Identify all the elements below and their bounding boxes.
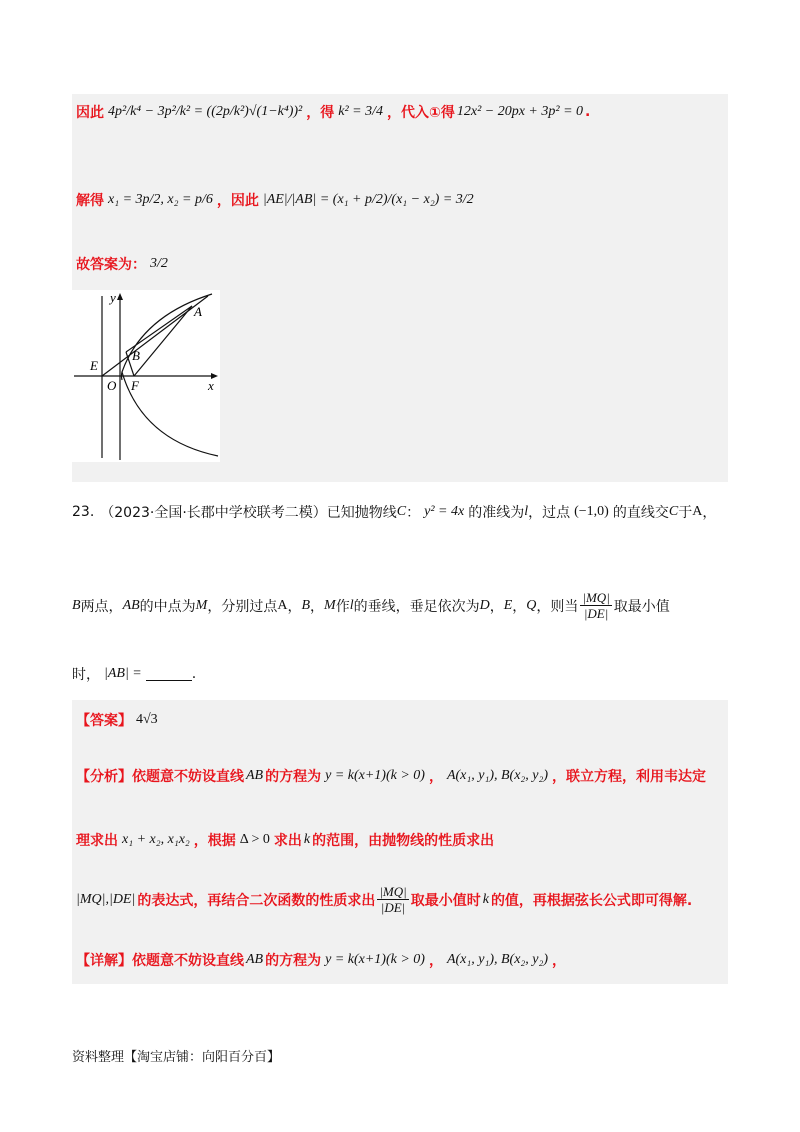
text: A — [277, 597, 288, 613]
text: AB — [246, 952, 264, 967]
text: ： — [406, 505, 421, 521]
text: ， — [702, 505, 717, 521]
solution-line-2 — [76, 190, 478, 210]
discriminant: Δ > 0 — [239, 832, 270, 847]
text: 的方程为 — [265, 769, 322, 785]
text: 理求出 — [76, 833, 118, 849]
label-e: E — [90, 358, 98, 373]
solution-line-1 — [76, 102, 590, 122]
text: Q — [526, 597, 537, 613]
text: 的垂线，垂足依次为 — [353, 598, 480, 615]
text: |DE| — [380, 900, 406, 915]
line-equation: y = k(x+1)(k > 0) — [325, 952, 425, 967]
points: A(x₁, y₁), B(x₂, y₂) — [446, 768, 549, 783]
analysis-label: 【分析】 — [76, 769, 132, 785]
analysis-fraction — [377, 884, 408, 915]
text: ， — [428, 953, 443, 969]
final-answer: 3/2 — [150, 256, 168, 271]
text: ，分别过点 — [207, 598, 278, 615]
text: ，代入①得 — [387, 105, 455, 121]
ab-length: |AB| = — [104, 666, 142, 681]
parabola-figure — [72, 290, 220, 462]
text: ， — [552, 953, 567, 969]
text: 的准线为 — [468, 505, 525, 521]
text: M — [195, 597, 208, 613]
text: ，根据 — [193, 833, 236, 849]
text: 的值，再根据弦长公式即可得解. — [490, 892, 693, 909]
text: ， — [428, 769, 443, 785]
text: l — [349, 597, 354, 613]
text: E — [503, 597, 513, 613]
label-o: O — [107, 378, 117, 393]
text: A — [692, 504, 703, 519]
analysis-line-3 — [76, 884, 692, 915]
label-b: B — [132, 348, 140, 363]
mq-over-de — [580, 590, 611, 621]
text: |MQ| — [379, 884, 407, 899]
text: 的范围，由抛物线的性质求出 — [312, 833, 495, 849]
mq-de: |MQ|,|DE| — [76, 891, 136, 907]
parabola-equation: y² = 4x — [424, 504, 465, 519]
line-equation: y = k(x+1)(k > 0) — [325, 768, 425, 783]
text: B — [72, 597, 81, 613]
analysis-line-2 — [76, 830, 494, 850]
text: 两点， — [80, 598, 123, 615]
solution-line-3 — [76, 254, 168, 274]
text: 的直线交 — [612, 505, 669, 521]
text: ，得 — [306, 105, 335, 121]
text: 求出 — [273, 833, 302, 849]
label-a: A — [194, 304, 202, 319]
question-number: 23. — [72, 504, 95, 520]
text: 于 — [678, 505, 693, 521]
text: ， — [287, 598, 302, 615]
text: 故答案为： — [76, 257, 146, 273]
text: k — [303, 832, 311, 847]
question-line-1 — [72, 502, 716, 522]
text: ， — [512, 598, 527, 615]
text: 的中点为 — [139, 598, 196, 615]
text: M — [324, 597, 336, 613]
question-line-2 — [72, 590, 670, 621]
equation-1: 4p²/k⁴ − 3p²/k² = ((2p/k²)√(1−k⁴))² — [108, 104, 303, 119]
text: C — [396, 504, 407, 519]
text: 的表达式，再结合二次函数的性质求出 — [137, 892, 376, 909]
detail-label: 【详解】 — [76, 953, 132, 969]
question-source: （2023·全国·长郡中学校联考二模）已知抛物线 — [100, 505, 397, 521]
text: 依题意不妨设直线 — [132, 953, 244, 969]
text: ， — [310, 598, 325, 615]
vieta-terms: x₁ + x₂, x₁x₂ — [122, 832, 190, 847]
text: . — [191, 666, 197, 682]
text: 取最小值 — [613, 598, 670, 615]
k-squared-value: k² = 3/4 — [338, 104, 383, 119]
text: 解得 — [76, 193, 104, 209]
text: 作 — [335, 598, 350, 615]
text: D — [479, 597, 490, 613]
text: 时， — [72, 667, 100, 683]
text: AB — [122, 597, 140, 613]
quadratic-equation: 12x² − 20px + 3p² = 0 — [456, 104, 584, 119]
text: 依题意不妨设直线 — [132, 769, 244, 785]
text: 取最小值时 — [410, 892, 481, 909]
points: A(x₁, y₁), B(x₂, y₂) — [446, 952, 549, 967]
label-x: x — [208, 378, 214, 393]
label-f: F — [131, 378, 139, 393]
text: ，过点 — [528, 505, 571, 521]
text: ， — [489, 598, 504, 615]
text: 的方程为 — [265, 953, 322, 969]
text: C — [668, 504, 679, 519]
analysis-line-1 — [76, 766, 706, 786]
answer-value: 4√3 — [136, 712, 158, 727]
text: |MQ| — [582, 590, 610, 605]
text: B — [301, 597, 311, 613]
ratio-expression: |AE|/|AB| = (x₁ + p/2)/(x₁ − x₂) = 3/2 — [262, 192, 474, 207]
text: ，则当 — [536, 598, 579, 615]
answer-blank[interactable] — [146, 668, 192, 681]
solution-block-bottom — [72, 700, 728, 984]
roots: x₁ = 3p/2, x₂ = p/6 — [108, 192, 213, 207]
text: ，因此 — [216, 193, 259, 209]
text: k — [482, 891, 489, 907]
text: 因此 — [76, 105, 104, 121]
question-line-3 — [72, 664, 196, 684]
answer-line — [76, 710, 158, 730]
point: (−1,0) — [574, 504, 609, 519]
answer-label: 【答案】 — [76, 713, 132, 729]
text: AB — [246, 768, 264, 783]
solution-block-top — [72, 94, 728, 482]
text: l — [524, 504, 529, 519]
label-y: y — [110, 290, 116, 305]
text: ，联立方程，利用韦达定 — [552, 769, 707, 785]
text: |DE| — [583, 606, 609, 621]
detail-line — [76, 950, 566, 970]
text: . — [585, 104, 591, 120]
footer-text: 资料整理【淘宝店铺：向阳百分百】 — [72, 1050, 281, 1065]
